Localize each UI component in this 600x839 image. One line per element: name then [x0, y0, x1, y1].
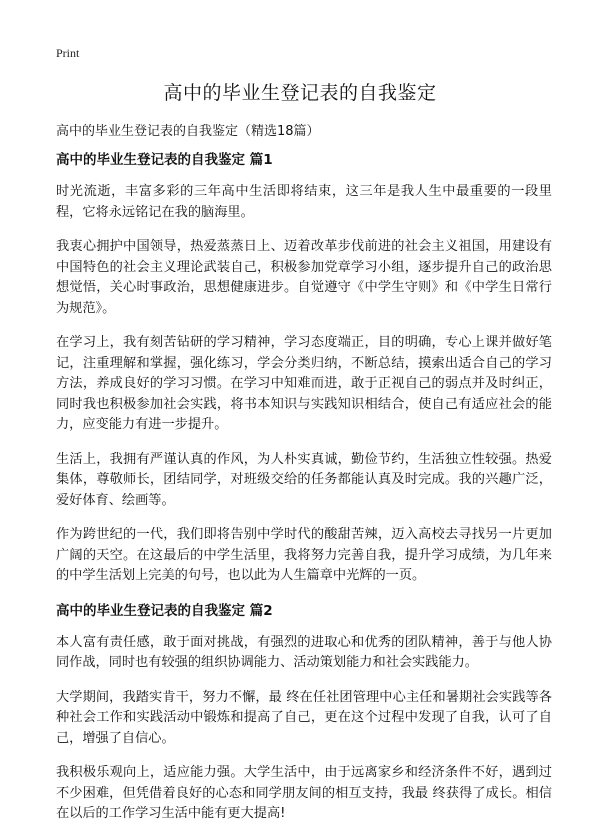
paragraph: 作为跨世纪的一代，我们即将告别中学时代的酸甜苦辣，迈入高校去寻找另一片更加广阔的天空。在这最后的中学生活里，我将努力完善自我，提升学习成绩，为几年来的中学生活划上完美的句号，也以此为人生篇章中光辉的一页。 [56, 527, 552, 583]
paragraph: 时光流逝，丰富多彩的三年高中生活即将结束，这三年是我人生中最重要的一段里程，它将永远铭记在我的脑海里。 [56, 184, 552, 220]
section-heading: 高中的毕业生登记表的自我鉴定 篇1 [56, 152, 273, 168]
paragraph: 生活上，我拥有严谨认真的作风，为人朴实真诚，勤俭节约，生活独立性较强。热爱集体，尊敬师长，团结同学，对班级交给的任务都能认真及时完成。我的兴趣广泛，爱好体育、绘画等。 [56, 451, 552, 508]
paragraph: 我积极乐观向上，适应能力强。大学生活中，由于远离家乡和经济条件不好，遇到过不少困难，但凭借着良好的心态和同学朋友间的相互支持，我最 终获得了成长。相信在以后的工作学习生活中能有更大提高! [56, 765, 552, 821]
document-body [56, 150, 552, 839]
page-title: 高中的毕业生登记表的自我鉴定 [163, 82, 437, 104]
document-subtitle: 高中的毕业生登记表的自我鉴定（精选18篇） [56, 124, 320, 139]
paragraph: 大学期间，我踏实肯干，努力不懈，最 终在任社团管理中心主任和暑期社会实践等各种社会工作和实践活动中锻炼和提高了自己，更在这个过程中发现了自我，认可了自己，增强了自信心。 [56, 689, 552, 746]
section-heading: 高中的毕业生登记表的自我鉴定 篇2 [56, 602, 273, 619]
paragraph: 我衷心拥护中国领导，热爱蒸蒸日上、迈着改革步伐前进的社会主义祖国，用建设有中国特色的社会主义理论武装自己，积极参加党章学习小组，逐步提升自己的政治思想觉悟，关心时事政治，思想健康进步。自觉遵守《中学生守则》和《中学生日常行为规范》。 [56, 239, 552, 316]
print-link[interactable]: Print [56, 46, 80, 60]
section-2 [56, 601, 552, 825]
paragraph: 在学习上，我有刻苦钻研的学习精神，学习态度端正，目的明确，专心上课并做好笔记，注重理解和掌握，强化练习，学会分类归纳，不断总结，摸索出适合自己的学习方法，养成良好的学习习惯。在学习中知难而进，敢于正视自己的弱点并及时纠正，同时我也积极参加社会实践，将书本知识与实践知识相结合，使自己有适应社会的能力，应变能力有进一步提升。 [56, 335, 552, 432]
paragraph: 本人富有责任感，敢于面对挑战，有强烈的进取心和优秀的团队精神，善于与他人协同作战，同时也有较强的组织协调能力、活动策划能力和社会实践能力。 [56, 634, 552, 670]
section-1 [56, 150, 552, 587]
